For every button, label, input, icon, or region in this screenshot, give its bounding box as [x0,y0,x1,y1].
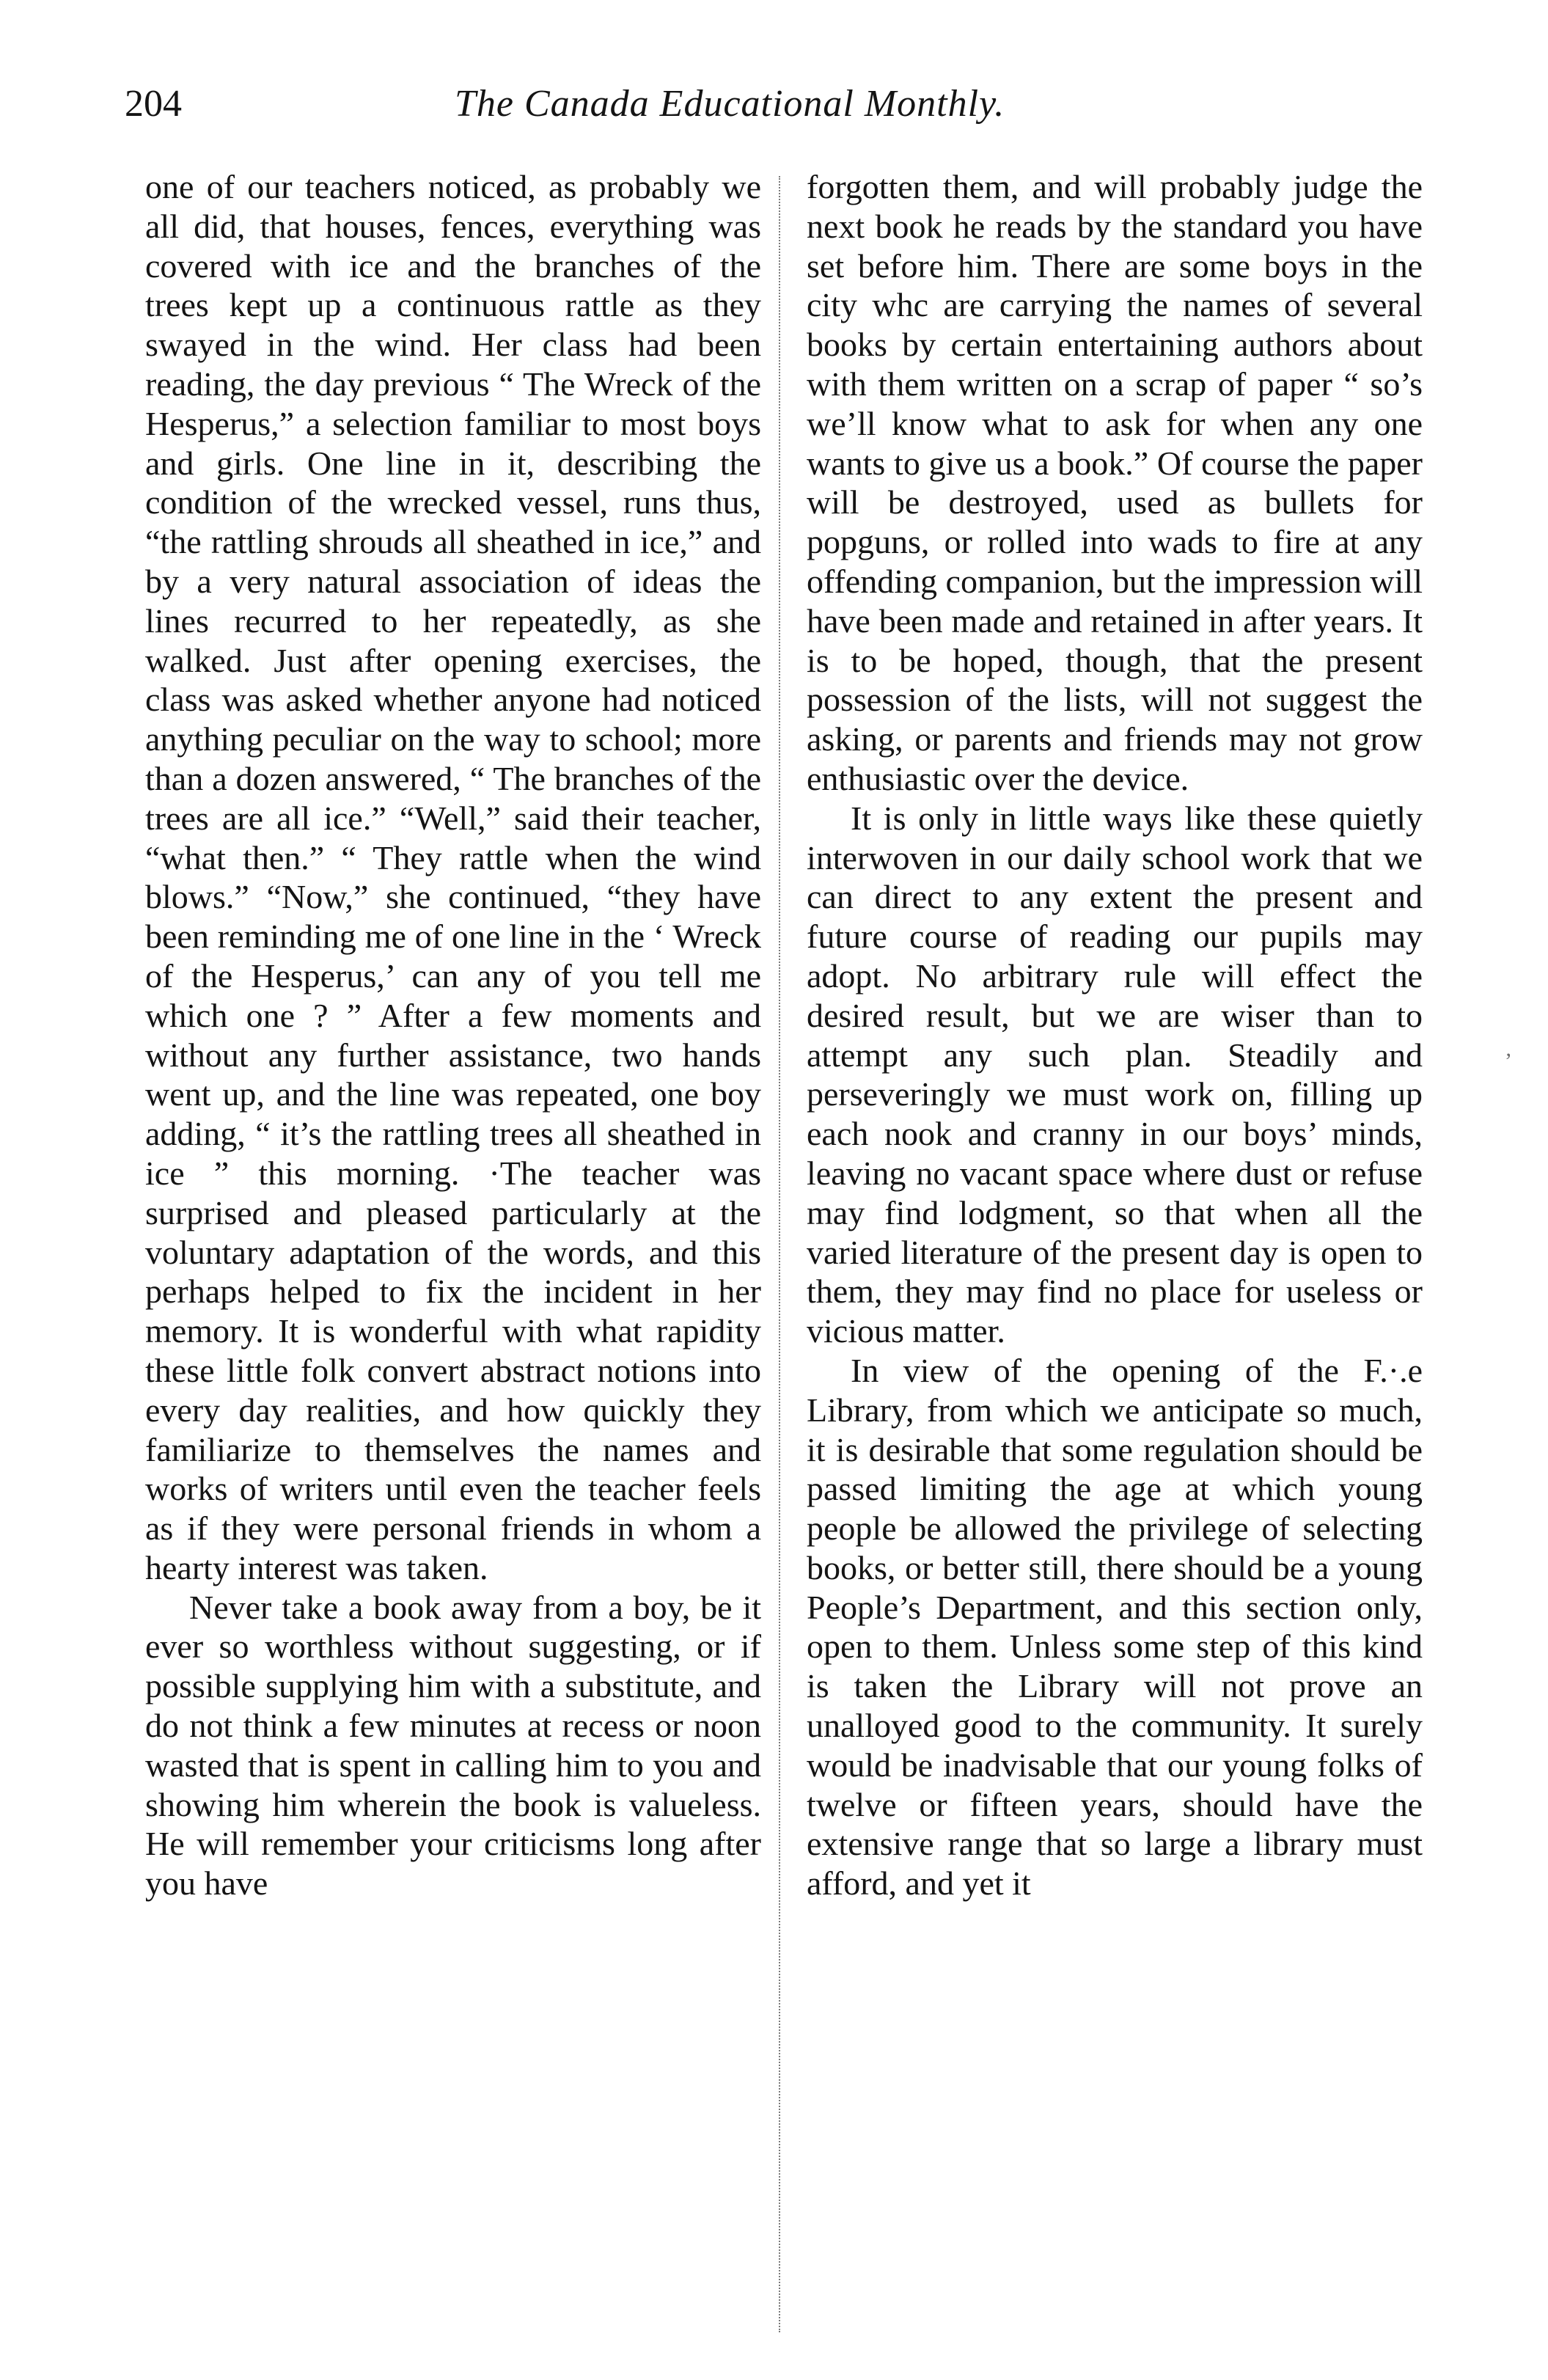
column-divider [779,176,780,2332]
right-paragraph-2: It is only in little ways like these quietly interwoven in our daily school work that we can direct to any extent the present and future course of reading our pupils may adopt. No arbitrary rule will effect the desired result, but we are wiser than to attempt any such plan. Steadily and perseveringly we must work on, filling up each nook and cranny in our boys’ minds, leaving no vacant space where dust or refuse may find lodgment, so that when all the varied literature of the present day is open to them, they may find no place for useless or vicious matter. [807,799,1423,1350]
left-paragraph-2: Never take a book away from a boy, be it ever so worthless without suggesting, or if possible supplying him with a substitute, and do not think a few minutes at recess or noon wasted that is spent in calling him to you and showing him wherein the book is valueless. He will remember your criticisms long after you have [145,1588,761,1903]
right-column [807,167,1423,1903]
right-paragraph-3: In view of the opening of the F.·.e Library, from which we anticipate so much, it is desirable that some regulation should be passed limiting the age at which young people be allowed the privilege of selecting books, or better still, there should be a young People’s Department, and this section only, open to them. Unless some step of this kind is taken the Library will not prove an unalloyed good to the community. It surely would be inadvisable that our young folks of twelve or fifteen years, should have the extensive range that so large a library must afford, and yet it [807,1351,1423,1903]
page-number: 204 [125,83,182,125]
journal-title: The Canada Educational Monthly. [455,83,1005,125]
left-paragraph-1: one of our teachers noticed, as probably we all did, that houses, fences, everything was covered with ice and the branches of the trees kept up a continuous rattle as they swayed in the wind. Her class had been reading, the day previous “ The Wreck of the Hesperus,” a selection familiar to most boys and girls. One line in it, describing the condition of the wrecked vessel, runs thus, “the rattling shrouds all sheathed in ice,” and by a very natural association of ideas the lines recurred to her repeatedly, as she walked. Just after opening exercises, the class was asked whether anyone had noticed anything peculiar on the way to school; more than a dozen answered, “ The branches of the trees are all ice.” “Well,” said their teacher, “what then.” “ They rattle when the wind blows.” “Now,” she continued, “they have been reminding me of one line in the ‘ Wreck of the Hesperus,’ can any of you tell me which one ? ” After a few moments and without any further assistance, two hands went up, and the line was repeated, one boy adding, “ it’s the rattling trees all sheathed in ice ” this morning. ·The teacher was surprised and pleased particularly at the voluntary adaptation of the words, and this perhaps helped to fix the incident in her memory. It is wonderful with what rapidity these little folk convert abstract notions into every day realities, and how quickly they familiarize to themselves the names and works of writers until even the teacher feels as if they were personal friends in whom a hearty interest was taken. [145,168,761,1586]
running-header [125,82,1423,133]
right-paragraph-1: forgotten them, and will probably judge the next book he reads by the standard you have set before him. There are some boys in the city whc are carrying the names of several books by certain entertaining authors about with them written on a scrap of paper “ so’s we’ll know what to ask for when any one wants to give us a book.” Of course the paper will be destroyed, used as bullets for popguns, or rolled into wads to fire at any offending companion, but the impression will have been made and retained in after years. It is to be hoped, though, that the present possession of the lists, will not suggest the asking, or parents and friends may not grow enthusiastic over the device. [807,168,1423,797]
margin-speck: ’ [1505,1049,1512,1073]
left-column [145,167,761,1903]
